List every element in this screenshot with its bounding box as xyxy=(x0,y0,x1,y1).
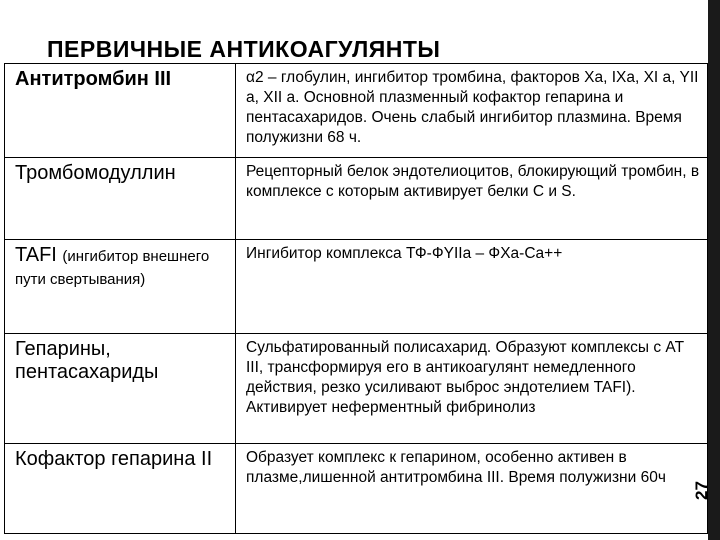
row-description: Образует комплекс к гепарином, особенно активен в плазме,лишенной антитромбина III. Время полужизни 60ч xyxy=(236,444,708,534)
row-description: Ингибитор комплекса ТФ-ФYIIa – ФXa-Ca++ xyxy=(236,240,708,334)
anticoagulants-table xyxy=(4,63,708,534)
row-name-note: (ингибитор внешнего пути свертывания) xyxy=(15,248,210,288)
row-description: α2 – глобулин, ингибитор тромбина, факторов Xa, IXa, XI a, YII a, XII a. Основной плазменный кофактор гепарина и пентасахаридов. Очень слабый ингибитор плазмина. Время полужизни 68 ч. xyxy=(236,64,708,158)
table-row xyxy=(5,334,708,444)
row-name-cell xyxy=(5,240,236,334)
row-name: Антитромбин III xyxy=(5,64,236,158)
table-row xyxy=(5,64,708,158)
page-title: ПЕРВИЧНЫЕ АНТИКОАГУЛЯНТЫ xyxy=(47,36,441,62)
row-name: Тромбомодуллин xyxy=(5,158,236,240)
row-description: Сульфатированный полисахарид. Образуют комплексы с AT III, трансформируя его в антикоагулянт немедленного действия, резко усиливают выброс эндотелием TAFI). Активирует неферментный фибринолиз xyxy=(236,334,708,444)
slide-number: 27 xyxy=(692,481,711,500)
row-name: Гепарины, пентасахариды xyxy=(5,334,236,444)
table-row xyxy=(5,444,708,534)
slide-side-bar xyxy=(708,0,720,540)
row-description: Рецепторный белок эндотелиоцитов, блокирующий тромбин, в комплексе с которым активирует белки С и S. xyxy=(236,158,708,240)
table-row xyxy=(5,240,708,334)
row-name: Кофактор гепарина II xyxy=(5,444,236,534)
table-row xyxy=(5,158,708,240)
row-name: TAFI xyxy=(15,244,57,266)
